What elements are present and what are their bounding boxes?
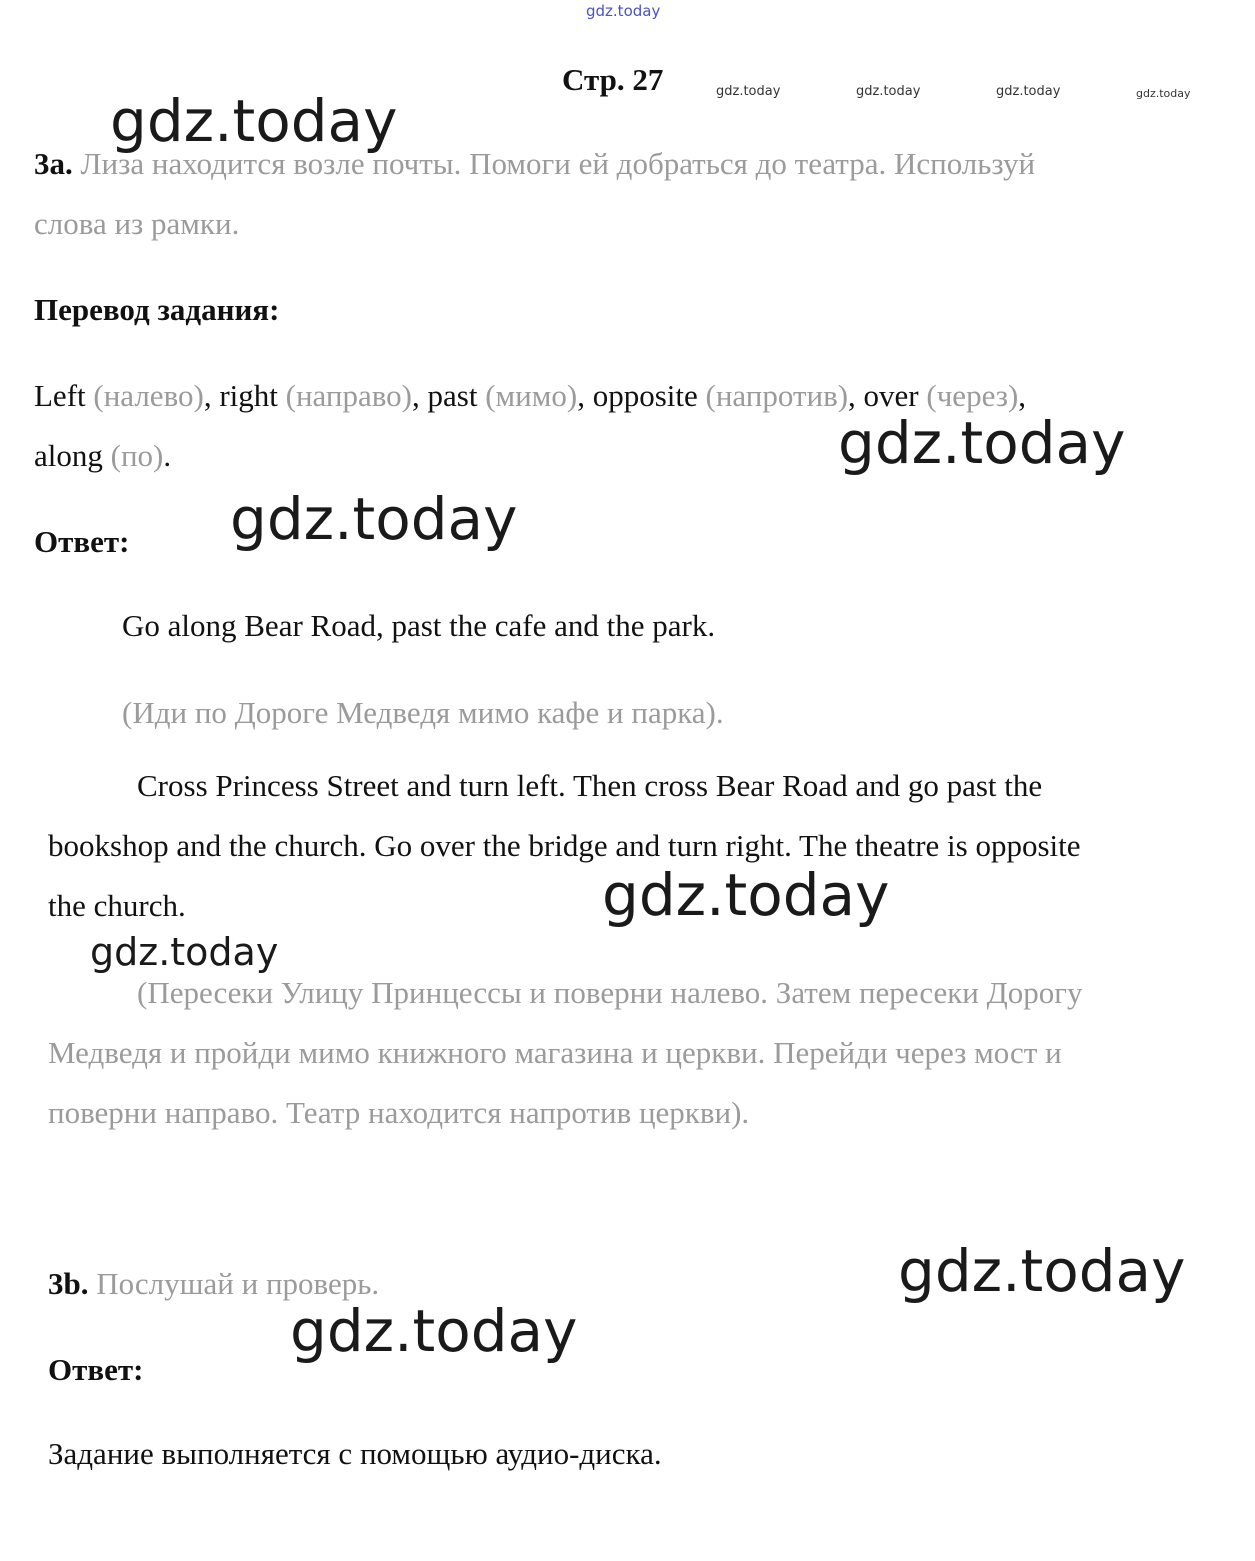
word-sep: , bbox=[577, 378, 593, 413]
word-sep: , bbox=[848, 378, 864, 413]
task-3a-instruction bbox=[34, 134, 1035, 194]
word-sep: , bbox=[203, 378, 220, 413]
word-en: right bbox=[219, 378, 278, 413]
word-list-cont bbox=[34, 426, 171, 486]
answer-paragraph-2-translation-line3: поверни направо. Театр находится напротив церкви). bbox=[48, 1095, 750, 1130]
word-ru: (напротив) bbox=[705, 378, 849, 413]
big-watermark: gdz.today bbox=[898, 1237, 1186, 1305]
small-watermark: gdz.today bbox=[1136, 87, 1191, 100]
word-ru: (мимо) bbox=[485, 378, 578, 413]
answer-3b-text: Задание выполняется с помощью аудио-диска. bbox=[48, 1436, 662, 1471]
task-number: 3b. bbox=[48, 1266, 89, 1301]
big-watermark: gdz.today bbox=[838, 409, 1126, 477]
page-title: Стр. 27 bbox=[562, 62, 664, 97]
top-watermark: gdz.today bbox=[586, 2, 661, 20]
mid-watermark: gdz.today bbox=[90, 930, 279, 974]
small-watermark: gdz.today bbox=[996, 84, 1061, 99]
answer-paragraph-2-line2: bookshop and the church. Go over the bridge and turn right. The theatre is opposite bbox=[48, 828, 1081, 863]
big-watermark: gdz.today bbox=[602, 861, 890, 929]
word-en: along bbox=[34, 438, 103, 473]
answer-paragraph-2-translation-line2: Медведя и пройди мимо книжного магазина и церкви. Перейди через мост и bbox=[48, 1035, 1062, 1070]
big-watermark: gdz.today bbox=[230, 485, 518, 553]
word-en: past bbox=[427, 378, 478, 413]
answer-heading: Ответ: bbox=[34, 524, 130, 559]
word-sep: . bbox=[163, 438, 172, 473]
small-watermark: gdz.today bbox=[856, 84, 921, 99]
word-sep: , bbox=[1018, 378, 1027, 413]
answer-paragraph-2-translation-line1: (Пересеки Улицу Принцессы и поверни налево. Затем пересеки Дорогу bbox=[137, 975, 1083, 1010]
instruction-text: Лиза находится возле почты. Помоги ей добраться до театра. Используй bbox=[80, 146, 1036, 181]
answer-paragraph-2-line3: the church. bbox=[48, 888, 186, 923]
big-watermark: gdz.today bbox=[110, 87, 398, 155]
big-watermark: gdz.today bbox=[290, 1297, 578, 1365]
word-ru: (через) bbox=[926, 378, 1019, 413]
answer-paragraph-1: Go along Bear Road, past the cafe and the park. bbox=[122, 608, 716, 643]
answer-paragraph-1-translation: (Иди по Дороге Медведя мимо кафе и парка). bbox=[122, 695, 724, 730]
word-ru: (по) bbox=[110, 438, 164, 473]
word-en: opposite bbox=[592, 378, 698, 413]
word-ru: (направо) bbox=[285, 378, 413, 413]
task-number: 3a. bbox=[34, 146, 73, 181]
word-ru: (налево) bbox=[93, 378, 204, 413]
instruction-text: Послушай и проверь. bbox=[96, 1266, 380, 1301]
task-3a-instruction-cont: слова из рамки. bbox=[34, 206, 240, 241]
small-watermark: gdz.today bbox=[716, 84, 781, 99]
answer-paragraph-2-line1: Cross Princess Street and turn left. Then cross Bear Road and go past the bbox=[137, 768, 1043, 803]
word-en: Left bbox=[34, 378, 86, 413]
answer-heading-3b: Ответ: bbox=[48, 1352, 144, 1387]
word-sep: , bbox=[412, 378, 428, 413]
word-en: over bbox=[863, 378, 919, 413]
translation-heading: Перевод задания: bbox=[34, 292, 280, 327]
